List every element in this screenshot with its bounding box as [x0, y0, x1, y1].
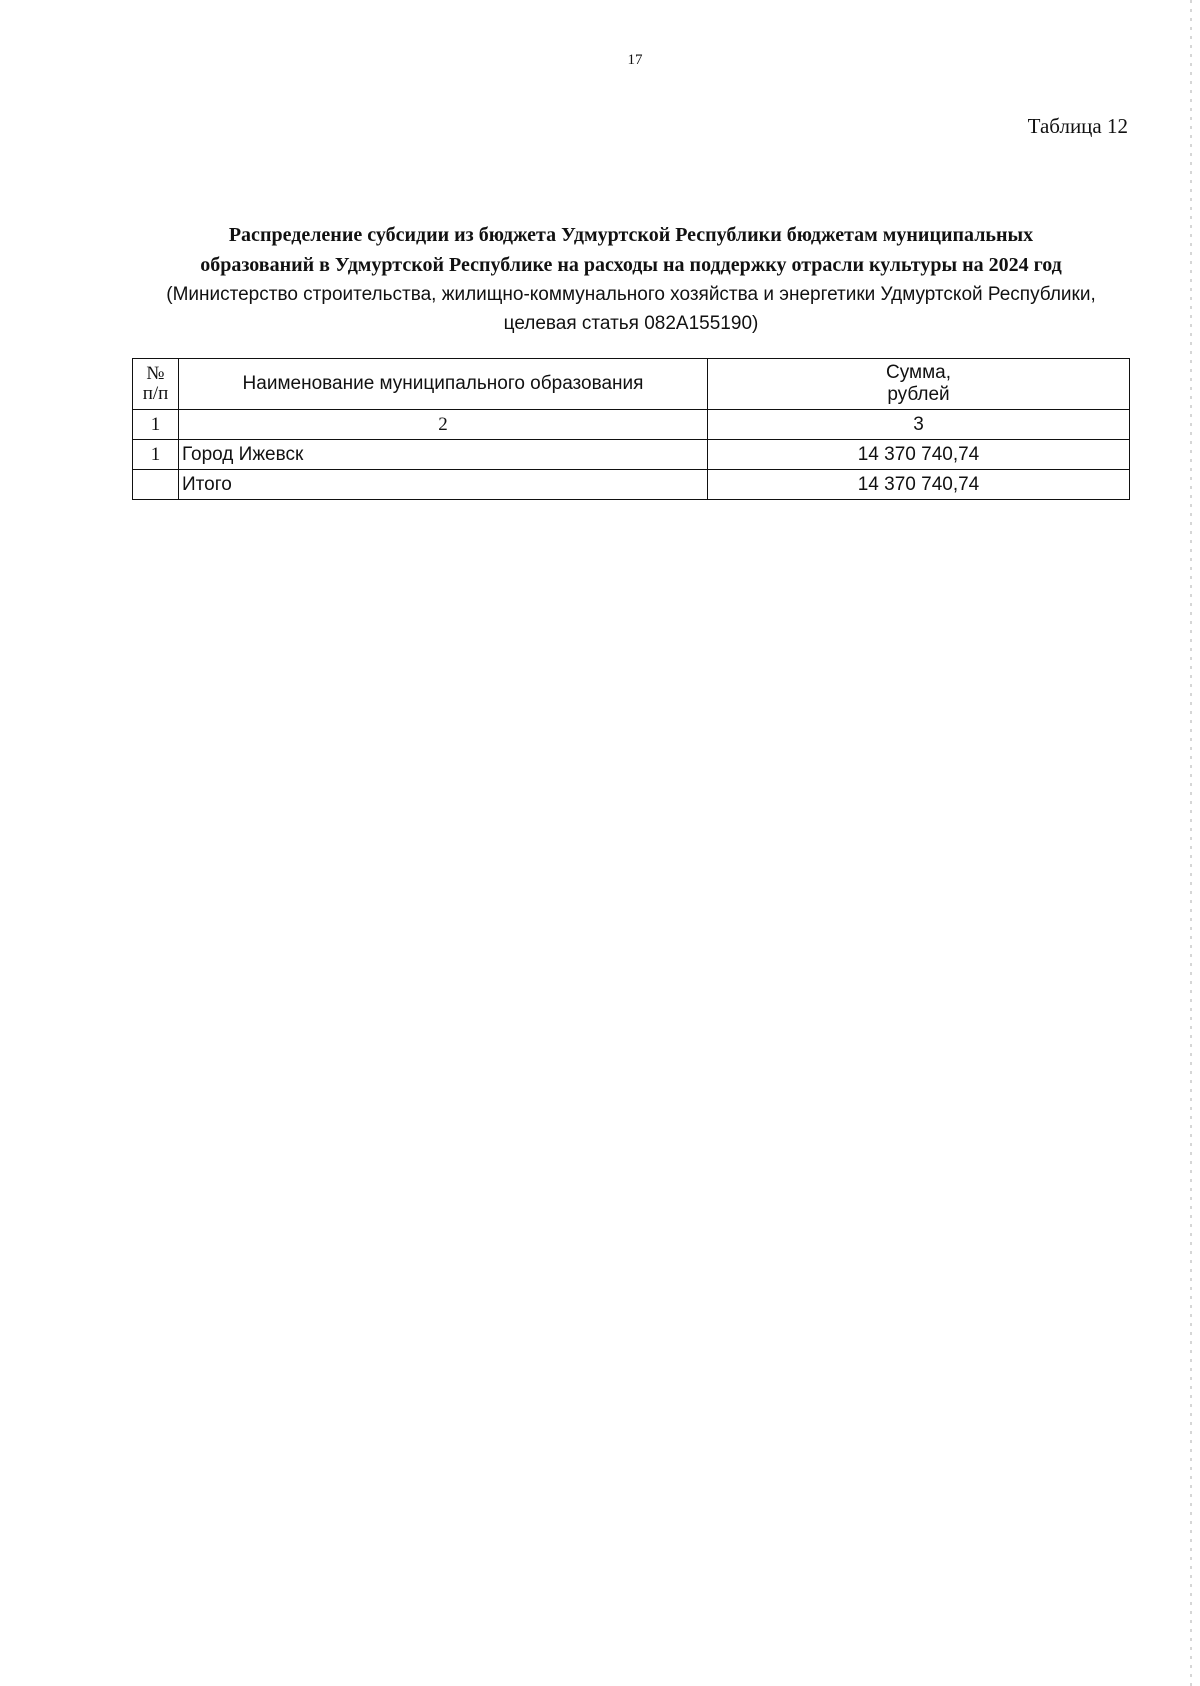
header-sum-label: Сумма, — [886, 362, 951, 383]
heading-title-line-2: образований в Удмуртской Республике на расходы на поддержку отрасли культуры на 2024 год — [200, 254, 1062, 276]
heading-subtitle-line-1: (Министерство строительства, жилищно-коммунального хозяйства и энергетики Удмуртской Республики, — [166, 284, 1096, 305]
row-sum-cell: 14 370 740,74 — [708, 440, 1130, 470]
table-index-row — [133, 410, 1130, 440]
table-header-row — [133, 359, 1130, 410]
scan-edge-artifact — [1190, 0, 1192, 1686]
header-sum-cell — [708, 359, 1130, 410]
table-row — [133, 440, 1130, 470]
row-name-cell: Город Ижевск — [179, 440, 708, 470]
header-num-symbol: № — [146, 363, 165, 384]
header-num-abbr: п/п — [142, 383, 169, 404]
header-name-cell: Наименование муниципального образования — [179, 359, 708, 410]
index-cell-1: 1 — [133, 410, 179, 440]
document-heading — [132, 220, 1130, 338]
row-num-cell: 1 — [133, 440, 179, 470]
total-sum-cell: 14 370 740,74 — [708, 470, 1130, 500]
heading-title-line-1: Распределение субсидии из бюджета Удмуртской Республики бюджетам муниципальных — [228, 224, 1034, 246]
total-num-cell — [133, 470, 179, 500]
header-num-cell — [133, 359, 179, 410]
page-number: 17 — [627, 52, 643, 68]
index-cell-3: 3 — [708, 410, 1130, 440]
table-label: Таблица 12 — [1027, 114, 1128, 138]
header-sum-unit: рублей — [887, 384, 950, 405]
subsidy-distribution-table — [132, 358, 1130, 500]
index-cell-2: 2 — [179, 410, 708, 440]
table-total-row — [133, 470, 1130, 500]
total-name-cell: Итого — [179, 470, 708, 500]
heading-subtitle-line-2: целевая статья 082А155190) — [503, 313, 759, 334]
